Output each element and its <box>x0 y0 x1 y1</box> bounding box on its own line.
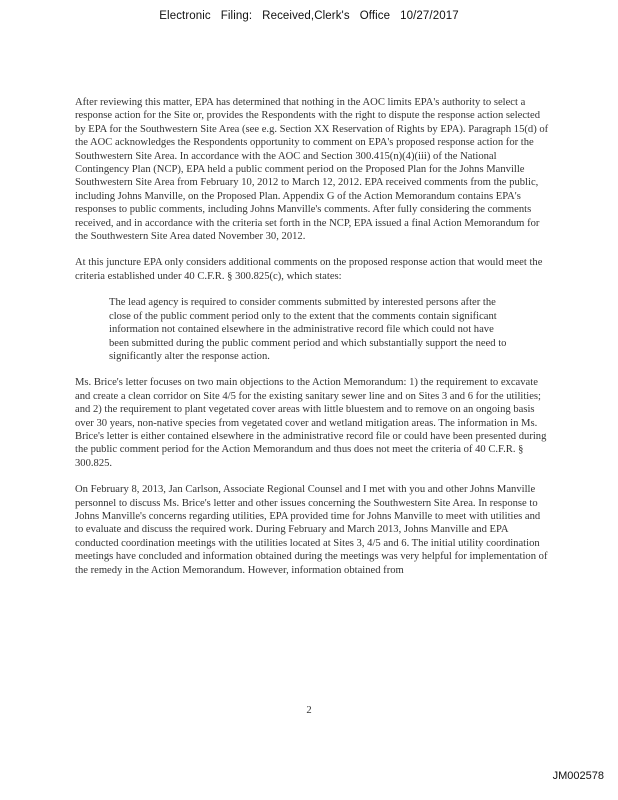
regulation-quote: The lead agency is required to consider comments submitted by interested persons after the close of the public comment period only to the extent that the comments contain significant information not contained elsewhere in the administrative record file which could not have been submitted during the public comment period and which substantially support the need to significantly alter the response action. <box>109 297 507 362</box>
page-number: 2 <box>306 705 312 716</box>
electronic-filing-stamp <box>0 10 618 22</box>
stamp-date: 10/27/2017 <box>400 10 459 22</box>
stamp-label-office: Office <box>359 10 391 22</box>
paragraph-aoc-authority: After reviewing this matter, EPA has determined that nothing in the AOC limits EPA's authority to select a response action for the Site or, provides the Respondents with the right to dispute the response action selected by EPA for the Southwestern Site Area (see e.g. Section XX Reservation of Rights by EPA). Paragraph 15(d) of the AOC acknowledges the Respondents opportunity to comment on EPA's proposed response action for the Southwestern Site Area. In accordance with the AOC and Section 300.415(n)(4)(iii) of the National Contingency Plan (NCP), EPA held a public comment period on the Proposed Plan for the Johns Manville Southwestern Site Area from February 10, 2012 to March 12, 2012. EPA received comments from the public, including Johns Manville, on the Proposed Plan. Appendix G of the Action Memorandum contains EPA's responses to public comments, including Johns Manville's comments. After fully considering the comments received, and in accordance with the criteria set forth in the NCP, EPA issued a final Action Memorandum for the Southwestern Site Area dated November 30, 2012. <box>75 97 549 243</box>
paragraph-february-meeting: On February 8, 2013, Jan Carlson, Associate Regional Counsel and I met with you and other Johns Manville personnel to discuss Ms. Brice's letter and other issues concerning the Southwestern Site Area. In response to Johns Manville's concerns regarding utilities, EPA provided time for Johns Manville to meet with utilities and to evaluate and discuss the required work. During February and March 2013, Johns Manville and EPA conducted coordination meetings with the utilities located at Sites 3, 4/5 and 6. The initial utility coordination meetings have concluded and information obtained during the meetings was very helpful for implementation of the remedy in the Action Memorandum. However, information obtained from <box>75 484 548 576</box>
bates-number: JM002578 <box>552 770 604 782</box>
paragraph-criteria-intro: At this juncture EPA only considers additional comments on the proposed response action that would meet the criteria established under 40 C.F.R. § 300.825(c), which states: <box>75 257 543 282</box>
letter-body <box>75 96 551 590</box>
stamp-label-filing: Filing: <box>220 10 253 22</box>
stamp-label-electronic: Electronic <box>159 10 211 22</box>
paragraph-brice-objections: Ms. Brice's letter focuses on two main objections to the Action Memorandum: 1) the requirement to excavate and create a clean corridor on Site 4/5 for the existing sanitary sewer line and on Sites 3 and 6 for the utilities; and 2) the requirement to plant vegetated cover areas with little bluestem and to remove on an ongoing basis over 30 years, non-native species from vegetated cover and wetland mitigation areas. The information in Ms. Brice's letter is either contained elsewhere in the administrative record file or could have been presented during the public comment period for the Action Memorandum and thus does not meet the criteria of 40 C.F.R. § 300.825. <box>75 377 547 469</box>
stamp-label-received: Received,Clerk's <box>262 10 350 22</box>
